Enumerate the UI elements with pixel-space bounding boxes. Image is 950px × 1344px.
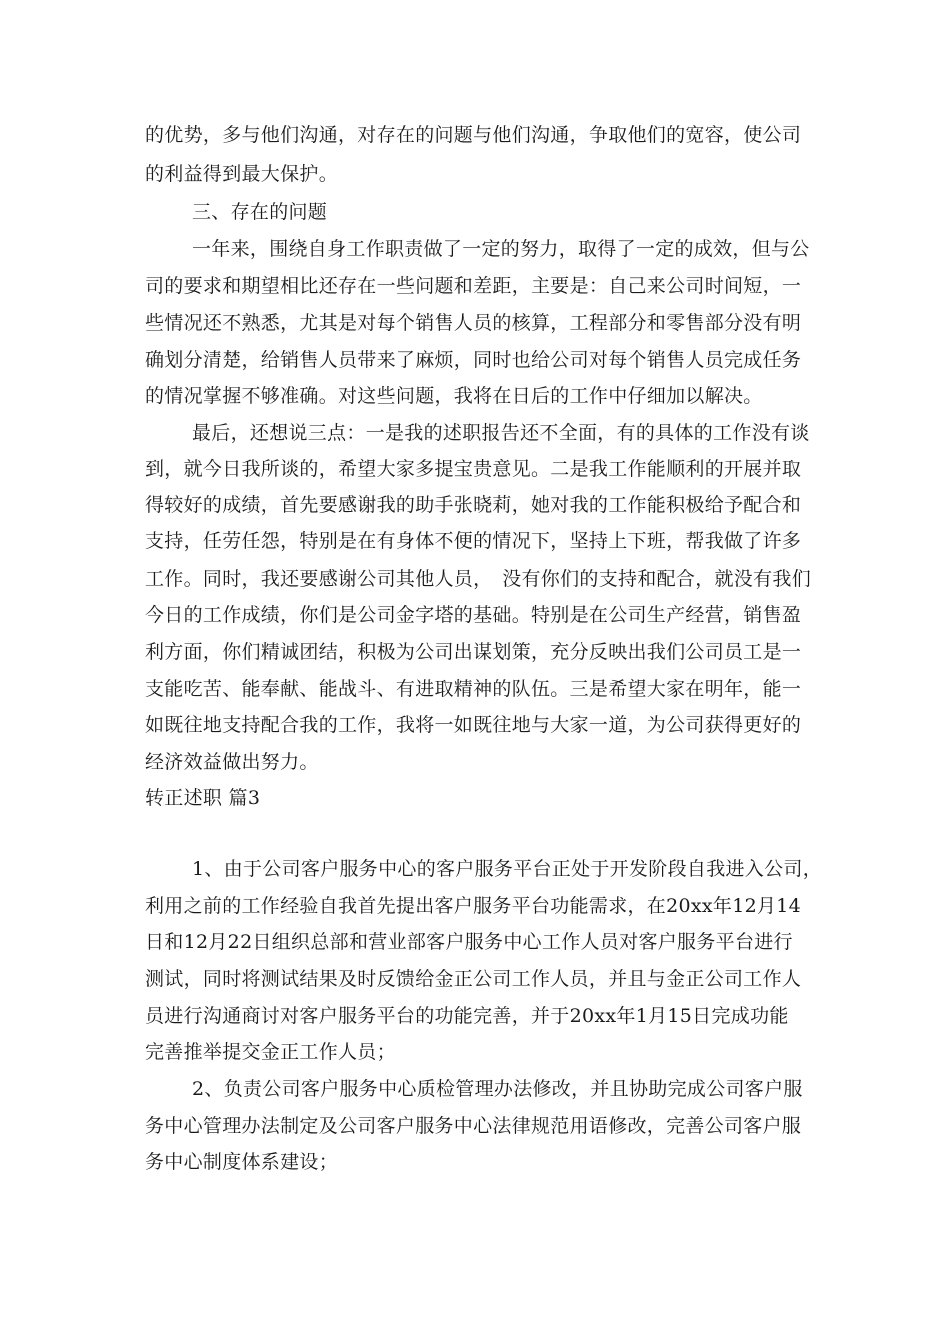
- section-heading: 三、存在的问题: [192, 201, 328, 223]
- body-text-line: 利方面，你们精诚团结，积极为公司出谋划策，充分反映出我们公司员工是一: [145, 641, 802, 663]
- body-text-line: 经济效益做出努力。: [145, 751, 319, 773]
- article-title: 转正述职 篇3: [145, 787, 261, 809]
- body-text-line: 最后，还想说三点：一是我的述职报告还不全面，有的具体的工作没有谈: [192, 422, 810, 444]
- body-text-line: 得较好的成绩，首先要感谢我的助手张晓莉，她对我的工作能积极给予配合和: [145, 494, 802, 516]
- body-text-line: 今日的工作成绩，你们是公司金字塔的基础。特别是在公司生产经营，销售盈: [145, 604, 802, 626]
- body-text-line: 确划分清楚，给销售人员带来了麻烦，同时也给公司对每个销售人员完成任务: [145, 349, 802, 371]
- body-text-line: 的优势，多与他们沟通，对存在的问题与他们沟通，争取他们的宽容，使公司: [145, 124, 802, 146]
- body-text-line: 如既往地支持配合我的工作，我将一如既往地与大家一道，为公司获得更好的: [145, 714, 802, 736]
- body-text-line: 员进行沟通商讨对客户服务平台的功能完善，并于20xx年1月15日完成功能: [145, 1005, 789, 1027]
- body-text-line: 司的要求和期望相比还存在一些问题和差距，主要是：自己来公司时间短，一: [145, 275, 802, 297]
- body-text-line: 到，就今日我所谈的，希望大家多提宝贵意见。二是我工作能顺利的开展并取: [145, 458, 802, 480]
- body-text-line: 务中心制度体系建设；: [145, 1151, 339, 1173]
- body-text-line: 完善推举提交金正工作人员；: [145, 1041, 396, 1063]
- body-text-line: 1、由于公司客户服务中心的客户服务平台正处于开发阶段自我进入公司，: [192, 858, 822, 880]
- body-text-line: 测试，同时将测试结果及时反馈给金正公司工作人员，并且与金正公司工作人: [145, 968, 802, 990]
- body-text-line: 2、负责公司客户服务中心质检管理办法修改，并且协助完成公司客户服: [192, 1078, 803, 1100]
- body-text-line: 些情况还不熟悉，尤其是对每个销售人员的核算，工程部分和零售部分没有明: [145, 312, 802, 334]
- body-text-line: 务中心管理办法制定及公司客户服务中心法律规范用语修改，完善公司客户服: [145, 1115, 802, 1137]
- body-text-line: 利用之前的工作经验自我首先提出客户服务平台功能需求，在20xx年12月14: [145, 895, 802, 917]
- body-text-line: 工作。同时，我还要感谢公司其他人员， 没有你们的支持和配合，就没有我们: [145, 568, 812, 590]
- body-text-line: 的利益得到最大保护。: [145, 163, 339, 185]
- body-text-line: 的情况掌握不够准确。对这些问题，我将在日后的工作中仔细加以解决。: [145, 385, 763, 407]
- body-text-line: 日和12月22日组织总部和营业部客户服务中心工作人员对客户服务平台进行: [145, 931, 793, 953]
- body-text-line: 支持，任劳任怨，特别是在有身体不便的情况下，坚持上下班，帮我做了许多: [145, 530, 802, 552]
- body-text-line: 一年来，围绕自身工作职责做了一定的努力，取得了一定的成效，但与公: [192, 238, 810, 260]
- body-text-line: 支能吃苦、能奉献、能战斗、有进取精神的队伍。三是希望大家在明年，能一: [145, 678, 802, 700]
